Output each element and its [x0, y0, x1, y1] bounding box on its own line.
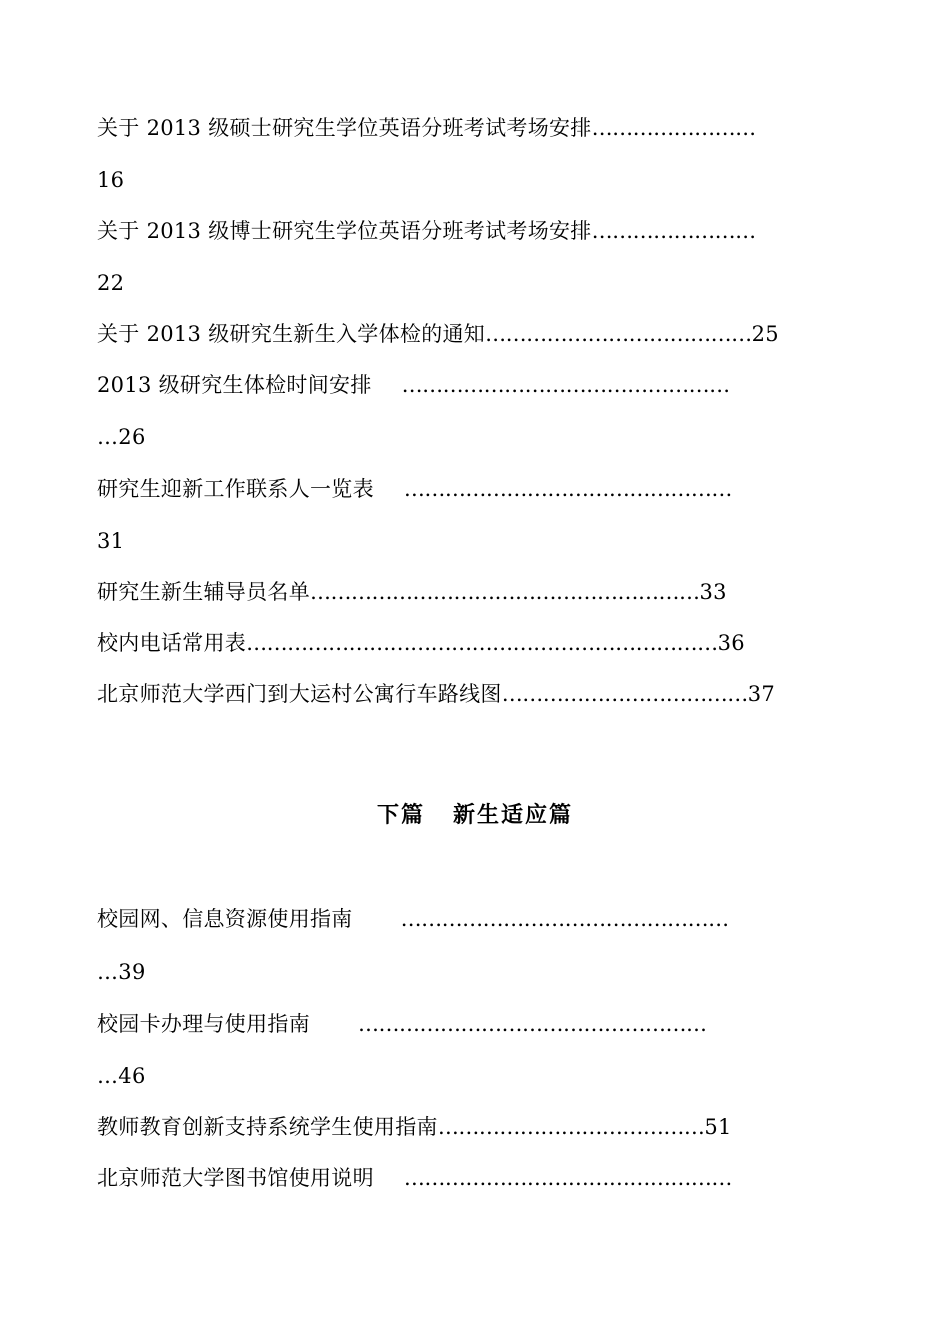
toc-entry[interactable] [97, 1112, 732, 1142]
toc-page-number: 33 [699, 580, 727, 604]
toc-leader-dots: ……………………………… [501, 682, 748, 706]
toc-entry-title: 北京师范大学图书馆使用说明 [97, 1166, 374, 1190]
toc-page-number: 16 [97, 168, 125, 192]
toc-entry-title-line[interactable] [97, 474, 732, 504]
toc-entry-title: 关于 2013 级研究生新生入学体检的通知 [97, 322, 486, 346]
toc-leader-dots: ………………………………………… [400, 907, 729, 931]
toc-entry[interactable] [97, 679, 775, 709]
toc-entry[interactable] [97, 577, 727, 607]
toc-entry-title: 研究生新生辅导员名单 [97, 580, 310, 604]
section-part-label: 下篇 [376, 803, 425, 828]
toc-page-number: 37 [747, 682, 776, 706]
toc-leader-dots: ………………………………………… [403, 477, 732, 501]
toc-leader-dots: ………………………………………… [403, 1166, 732, 1190]
toc-leader-dots: ………………………………………………… [310, 580, 700, 604]
toc-page-number: …46 [97, 1064, 146, 1088]
section-name: 新生适应篇 [453, 803, 574, 828]
toc-leader-dots: ………………………………………… [401, 373, 730, 397]
toc-leader-dots: ………………………………… [485, 322, 752, 346]
toc-leader-dots: …………………… [591, 116, 756, 140]
toc-page-number: 25 [751, 322, 779, 346]
toc-leader-dots: …………………………………………………………… [246, 631, 718, 655]
toc-page-number: 22 [97, 271, 125, 295]
toc-entry-title: 关于 2013 级硕士研究生学位英语分班考试考场安排 [97, 116, 592, 140]
toc-entry-title: 关于 2013 级博士研究生学位英语分班考试考场安排 [97, 219, 592, 243]
toc-entry-title: 2013 级研究生体检时间安排 [97, 373, 372, 397]
toc-page-number: …26 [97, 425, 146, 449]
toc-entry-title: 北京师范大学西门到大运村公寓行车路线图 [97, 682, 502, 706]
toc-entry-title: 校园网、信息资源使用指南 [97, 907, 353, 931]
toc-page-number: …39 [97, 960, 146, 984]
toc-entry-title: 研究生迎新工作联系人一览表 [97, 477, 374, 501]
toc-page-number: 51 [704, 1115, 732, 1139]
toc-page-number: 36 [717, 631, 745, 655]
toc-entry[interactable] [97, 319, 779, 349]
toc-entry-title-line[interactable] [97, 904, 729, 934]
toc-entry[interactable] [97, 1163, 732, 1193]
section-heading [0, 800, 950, 832]
toc-entry-page-line [97, 422, 146, 452]
toc-leader-dots: ………………………………… [437, 1115, 705, 1139]
toc-entry-page-line [97, 526, 124, 556]
toc-leader-dots: …………………… [591, 219, 756, 243]
toc-entry-page-line [97, 268, 124, 298]
toc-entry[interactable] [97, 628, 745, 658]
toc-entry-title-line[interactable] [97, 113, 756, 143]
toc-entry-title-line[interactable] [97, 370, 730, 400]
toc-entry-page-line [97, 1061, 146, 1091]
toc-entry-page-line [97, 165, 124, 195]
toc-entry-title-line[interactable] [97, 216, 756, 246]
toc-entry-title: 教师教育创新支持系统学生使用指南 [97, 1115, 438, 1139]
toc-leader-dots: …………………………………………… [358, 1012, 707, 1036]
toc-entry-title: 校内电话常用表 [97, 631, 247, 655]
toc-entry-title-line[interactable] [97, 1009, 707, 1039]
toc-page-number: 31 [97, 529, 125, 553]
toc-entry-title: 校园卡办理与使用指南 [97, 1012, 310, 1036]
toc-entry-page-line [97, 957, 146, 987]
